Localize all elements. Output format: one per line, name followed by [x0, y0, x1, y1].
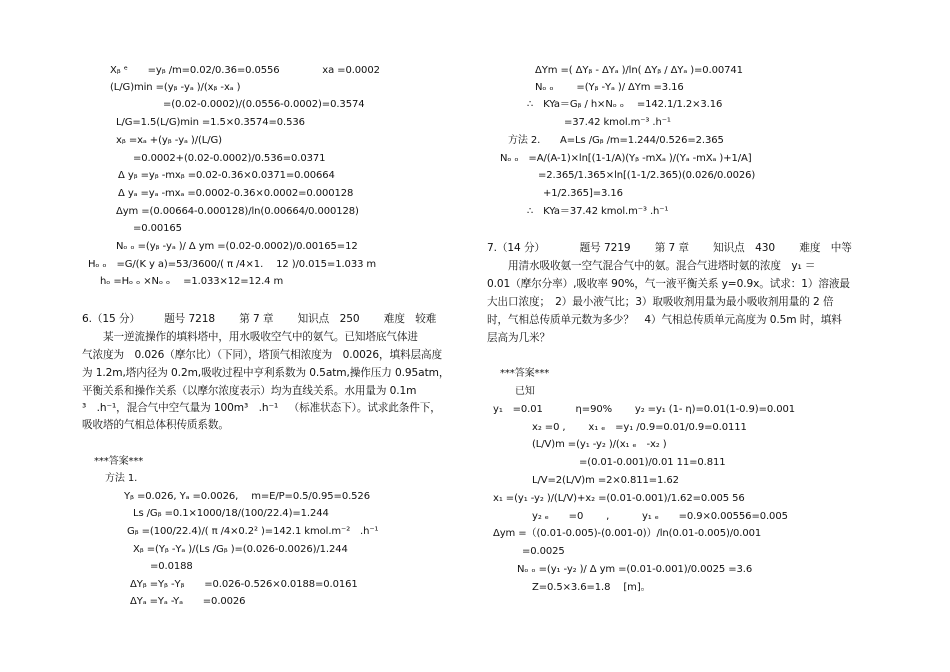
question-header: 6.（15 分） 题号 7218 第 7 章 知识点 250 难度 较难 — [82, 313, 437, 325]
question-text: 气浓度为 0.026（摩尔比）（下同），塔顶气相浓度为 0.0026，填料层高度 — [82, 349, 443, 361]
question-header: 7.（14 分） 题号 7219 第 7 章 知识点 430 难度 中等 — [487, 242, 852, 254]
text-line: =0.0188 — [150, 561, 193, 572]
answer-label: ***答案*** — [500, 368, 550, 379]
text-line: y₂ ₑ =0 , y₁ ₑ =0.9×0.00556=0.005 — [532, 511, 788, 522]
text-line: =37.42 kmol.m⁻³ .h⁻¹ — [564, 117, 671, 128]
text-line: L/G=1.5(L/G)min =1.5×0.3574=0.536 — [116, 117, 305, 128]
text-line: ∴ KYa＝Gᵦ / h×Nₒ ₒ =142.1/1.2×3.16 — [527, 99, 723, 110]
text-line: Δ yᵦ =yᵦ -mxᵦ =0.02-0.36×0.0371=0.00664 — [118, 170, 335, 181]
text-line: =0.0002+(0.02-0.0002)/0.536=0.0371 — [133, 153, 326, 164]
text-line: =2.365/1.365×ln[(1-1/2.365)(0.026/0.0026) — [538, 170, 756, 181]
text-line: ΔYₐ =Yₐ -Yₐ =0.0026 — [130, 596, 246, 607]
question-text: ³ .h⁻¹，混合气中空气量为 100m³ .h⁻¹ （标准状态下）。试求此条件下， — [82, 402, 441, 414]
text-line: Xᵦ =(Yᵦ -Yₐ )/(Ls /Gᵦ )=(0.026-0.0026)/1.244 — [133, 544, 348, 555]
text-line: Z=0.5×3.6=1.8 [m]。 — [532, 582, 651, 593]
text-line: =0.0025 — [522, 546, 565, 557]
text-line: Nₒ ₒ =A/(A-1)×ln[(1-1/A)(Yᵦ -mXₐ )/(Yₐ -mXₐ )+1/A] — [500, 153, 752, 164]
text-line: (L/V)m =(y₁ -y₂ )/(x₁ ₑ -x₂ ) — [532, 439, 667, 450]
question-text: 用清水吸收氨一空气混合气中的氨。混合气进塔时氨的浓度 y₁ ＝ — [508, 260, 816, 272]
text-line: ∴ KYa＝37.42 kmol.m⁻³ .h⁻¹ — [527, 206, 669, 217]
text-line: Δ yₐ =yₐ -mxₐ =0.0002-0.36×0.0002=0.000128 — [118, 188, 354, 199]
given-label: 已知 — [515, 386, 535, 397]
question-text: 平衡关系和操作关系（以摩尔浓度表示）均为直线关系。水用量为 0.1m — [82, 385, 417, 397]
text-line: ΔYᵦ =Yᵦ -Yᵦ =0.026-0.526×0.0188=0.0161 — [130, 579, 358, 590]
method-label: 方法 1. — [105, 473, 138, 484]
text-line: =(0.02-0.0002)/(0.0556-0.0002)=0.3574 — [163, 99, 365, 110]
text-line: Nₒ ₒ =(Yᵦ -Yₐ )/ ΔYm =3.16 — [535, 82, 684, 93]
text-line: Δym =（(0.01-0.005)-(0.001-0)）/ln(0.01-0.005)/0.001 — [493, 528, 762, 539]
question-text: 0.01（摩尔分率）,吸收率 90%，气一液平衡关系 y=0.9x。试求：1）溶液最 — [487, 278, 850, 290]
text-line: Nₒ ₒ =(y₁ -y₂ )/ Δ ym =(0.01-0.001)/0.0025 =3.6 — [517, 564, 753, 575]
question-text: 某一逆流操作的填料塔中，用水吸收空气中的氨气。已知塔底气体进 — [103, 331, 418, 343]
text-line: Δym =(0.00664-0.000128)/ln(0.00664/0.000128) — [116, 206, 359, 217]
text-line: Gᵦ =(100/22.4)/( π /4×0.2² )=142.1 kmol.m⁻² .h⁻¹ — [127, 526, 379, 537]
right-column — [475, 0, 905, 672]
text-line: =0.00165 — [133, 223, 182, 234]
left-column — [0, 0, 450, 672]
text-line: Hₒ ₒ =G/(K y a)=53/3600/( π /4×1. 12 )/0.015=1.033 m — [88, 259, 377, 270]
method-label: 方法 2. A=Ls /Gᵦ /m=1.244/0.526=2.365 — [508, 135, 724, 146]
text-line: Ls /Gᵦ =0.1×1000/18/(100/22.4)=1.244 — [133, 508, 329, 519]
text-line: x₂ =0 , x₁ ₑ =y₁ /0.9=0.01/0.9=0.0111 — [532, 422, 747, 433]
question-text: 层高为几米？ — [487, 332, 550, 344]
text-line: y₁ =0.01 η=90% y₂ =y₁ (1- η)=0.01(1-0.9)=0.001 — [493, 404, 795, 415]
answer-label: ***答案*** — [94, 456, 144, 467]
text-line: Xᵦ ᵉ =yᵦ /m=0.02/0.36=0.0556 xa =0.0002 — [110, 65, 380, 76]
text-line: xᵦ =xₐ +(yᵦ -yₐ )/(L/G) — [116, 135, 222, 146]
text-line: Nₒ ₒ =(yᵦ -yₐ )/ Δ ym =(0.02-0.0002)/0.00165=12 — [116, 241, 358, 252]
question-text: 吸收塔的气相总体积传质系数。 — [82, 419, 229, 431]
text-line: (L/G)min =(yᵦ -yₐ )/(xᵦ -xₐ ) — [110, 82, 241, 93]
text-line: L/V=2(L/V)m =2×0.811=1.62 — [532, 475, 679, 486]
text-line: +1/2.365]=3.16 — [543, 188, 623, 199]
text-line: x₁ =(y₁ -y₂ )/(L/V)+x₂ =(0.01-0.001)/1.62=0.005 56 — [493, 493, 745, 504]
text-line: hₒ =Hₒ ₒ ×Nₒ ₒ =1.033×12=12.4 m — [100, 276, 284, 287]
question-text: 为 1.2m,塔内径为 0.2m,吸收过程中亨利系数为 0.5atm,操作压力 0.95atm， — [82, 367, 450, 379]
question-text: 时，气相总传质单元数为多少？ 4）气相总传质单元高度为 0.5m 时，填料 — [487, 314, 842, 326]
text-line: =(0.01-0.001)/0.01 11=0.811 — [579, 457, 726, 468]
text-line: ΔYm =( ΔYᵦ - ΔYₐ )/ln( ΔYᵦ / ΔYₐ )=0.00741 — [535, 65, 743, 76]
question-text: 大出口浓度； 2）最小液气比；3）取吸收剂用量为最小吸收剂用量的 2 倍 — [487, 296, 834, 308]
text-line: Yᵦ =0.026, Yₐ =0.0026, m=E/P=0.5/0.95=0.526 — [124, 491, 370, 502]
